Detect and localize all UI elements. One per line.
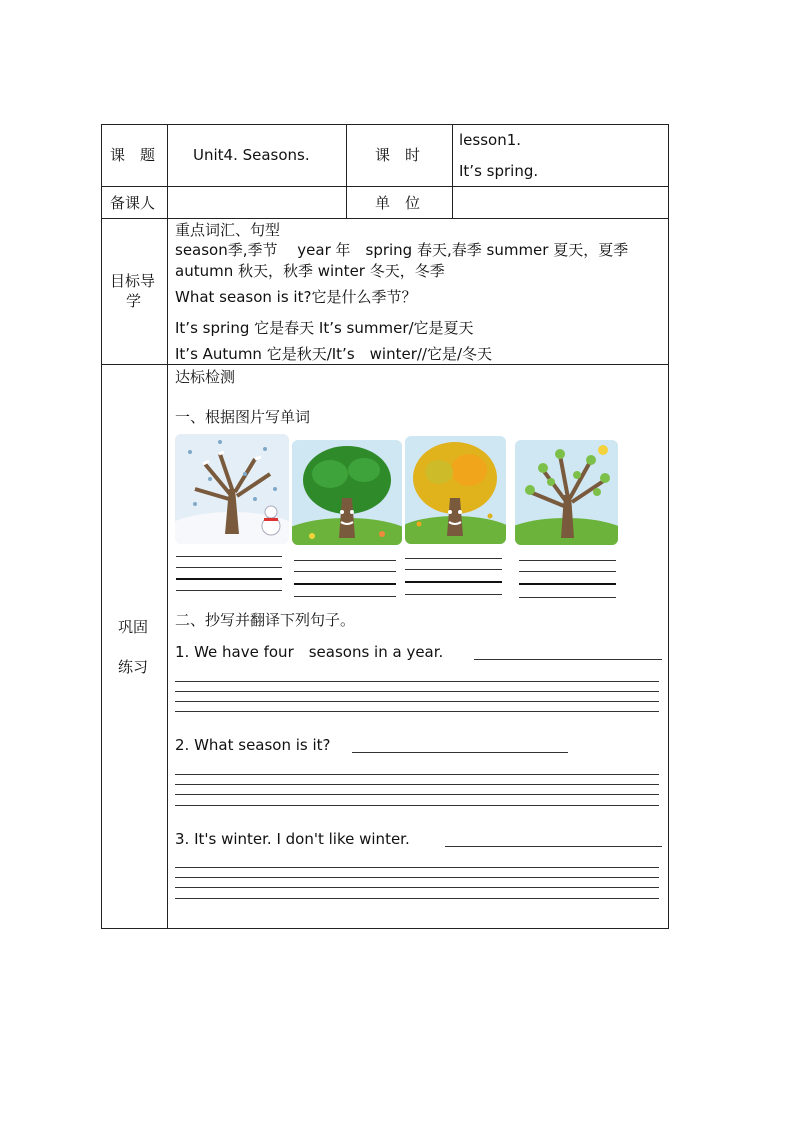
writing-line[interactable]: [175, 691, 659, 692]
answer-blank[interactable]: [294, 560, 396, 561]
answer-blank[interactable]: [294, 583, 396, 585]
row-divider: [101, 364, 669, 365]
answer-blank[interactable]: [519, 583, 616, 585]
sentence-1: 1. We have four seasons in a year.: [175, 643, 444, 661]
writing-line[interactable]: [175, 711, 659, 712]
column-divider: [346, 124, 347, 218]
answer-blank[interactable]: [405, 581, 502, 583]
writing-line[interactable]: [175, 898, 659, 899]
practice-label-line1: 巩固: [118, 618, 149, 636]
period-label: 课 时: [375, 146, 421, 164]
autumn-tree-picture: [405, 436, 506, 544]
spring-tree-picture: [515, 440, 618, 545]
practice-label-line2: 练习: [118, 658, 149, 676]
sentence-1-blank[interactable]: [474, 659, 662, 660]
answer-blank[interactable]: [405, 558, 502, 559]
answer-blank[interactable]: [294, 571, 396, 572]
writing-line[interactable]: [175, 681, 659, 682]
writing-line[interactable]: [175, 877, 659, 878]
answer-blank[interactable]: [176, 556, 282, 557]
writing-line[interactable]: [175, 867, 659, 868]
row-divider: [101, 218, 669, 219]
objectives-label-line1: 目标导: [110, 272, 156, 290]
objectives-label-line2: 学: [126, 292, 142, 310]
topic-label: 课 题: [110, 146, 156, 164]
answer-blank[interactable]: [405, 569, 502, 570]
answer-blank[interactable]: [294, 596, 396, 597]
part1-title: 一、根据图片写单词: [175, 408, 311, 426]
winter-tree-picture: [175, 434, 289, 544]
column-divider: [452, 124, 453, 218]
writing-line[interactable]: [175, 701, 659, 702]
summer-tree-picture: [292, 440, 402, 545]
writing-line[interactable]: [175, 774, 659, 775]
sentence-2-blank[interactable]: [352, 752, 568, 753]
writing-line[interactable]: [175, 805, 659, 806]
answer-line-1: It’s spring 它是春天 It’s summer/它是夏天: [175, 319, 474, 337]
period-value-line2: It’s spring.: [459, 162, 539, 180]
part2-title: 二、抄写并翻译下列句子。: [175, 611, 356, 629]
vocab-line-1: season季,季节 year 年 spring 春天,春季 summer 夏天，夏季: [175, 241, 629, 259]
answer-line-2: It’s Autumn 它是秋天/It’s winter//它是/冬天: [175, 345, 493, 363]
answer-blank[interactable]: [519, 597, 616, 598]
writing-line[interactable]: [175, 784, 659, 785]
topic-value: Unit4. Seasons.: [193, 146, 310, 164]
unit-label: 单 位: [375, 194, 421, 212]
answer-blank[interactable]: [519, 560, 616, 561]
answer-blank[interactable]: [176, 578, 282, 580]
writing-line[interactable]: [175, 887, 659, 888]
answer-blank[interactable]: [405, 594, 502, 595]
practice-heading: 达标检测: [175, 368, 236, 386]
sentence-3-blank[interactable]: [445, 846, 662, 847]
column-divider: [167, 124, 168, 929]
writing-line[interactable]: [175, 794, 659, 795]
preparer-label: 备课人: [110, 194, 156, 212]
objectives-heading: 重点词汇、句型: [175, 221, 281, 239]
sentence-3: 3. It's winter. I don't like winter.: [175, 830, 410, 848]
answer-blank[interactable]: [176, 567, 282, 568]
sentence-2: 2. What season is it?: [175, 736, 331, 754]
answer-blank[interactable]: [519, 571, 616, 572]
answer-blank[interactable]: [176, 590, 282, 591]
vocab-line-2: autumn 秋天，秋季 winter 冬天，冬季: [175, 262, 445, 280]
period-value-line1: lesson1.: [459, 131, 522, 149]
question-sentence: What season is it?它是什么季节？: [175, 288, 417, 306]
row-divider: [101, 186, 669, 187]
